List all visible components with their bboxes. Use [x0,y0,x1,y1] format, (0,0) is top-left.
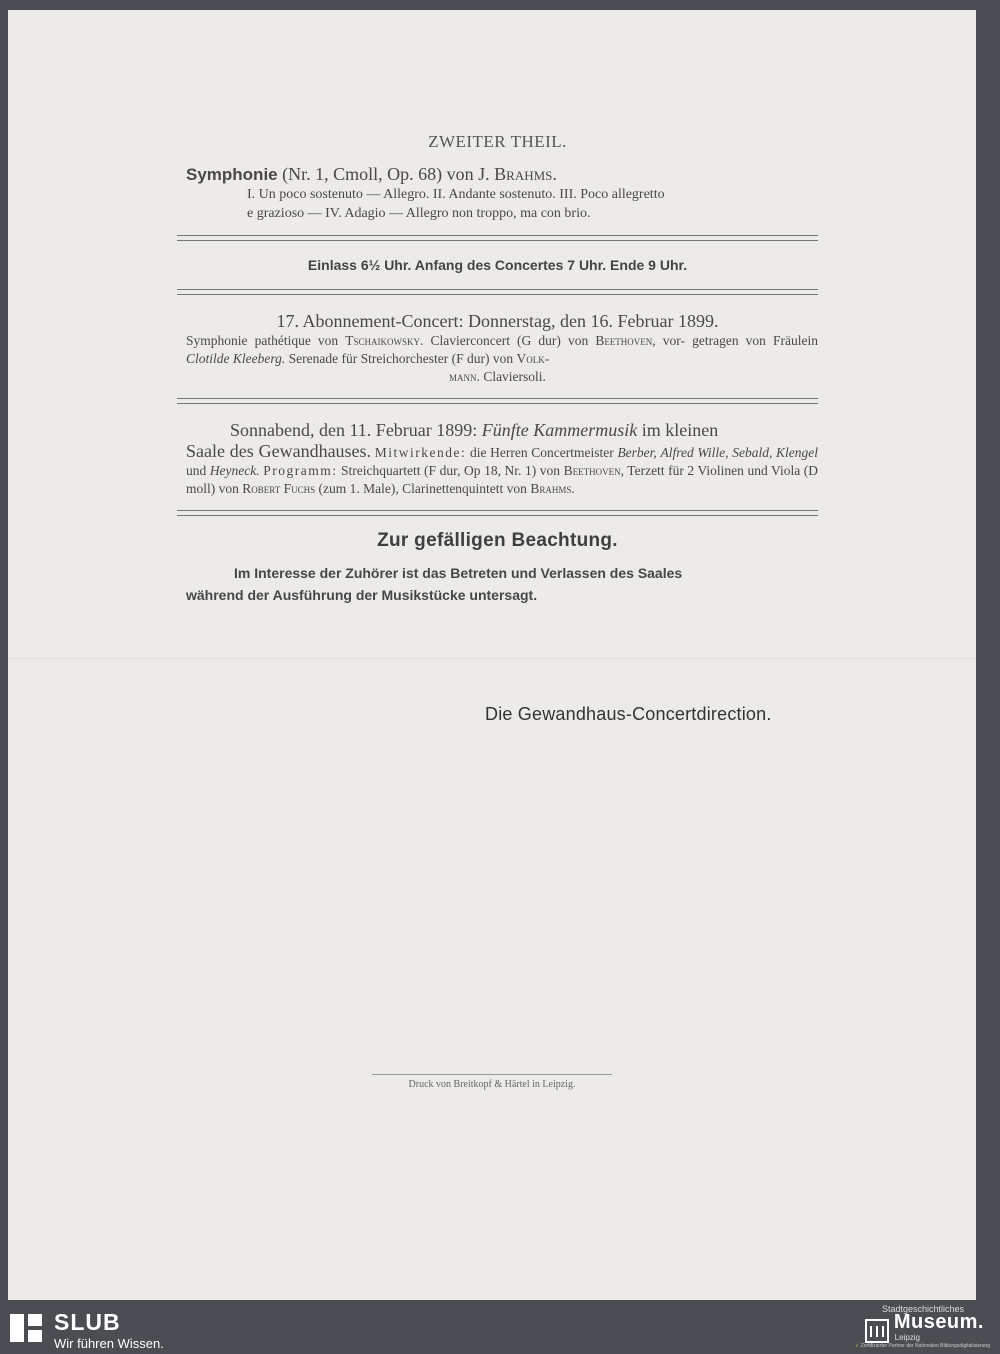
label-mitwirkende: Mitwirkende: [374,445,467,460]
composer-name: Brahms. [530,481,575,496]
text-run: im kleinen [641,420,719,440]
notice-line-2: während der Ausführung der Musikstücke untersagt. [186,587,538,603]
next-concert-heading: 17. Abonnement-Concert: Donnerstag, den 16. Februar 1899. [276,311,719,331]
performer-names: Alfred Wille, Sebald, Klengel [660,445,819,460]
text-run: getragen von Fräulein [692,333,819,348]
text-run: Sonnabend, den 11. Februar 1899: [230,420,478,440]
chamber-heading [230,420,818,441]
museum-certification [855,1343,990,1349]
composer-name: Beethoven, [563,463,624,478]
text-run: Serenade für Streichorchester (F dur) von [288,351,514,366]
soloist-name: Clotilde Kleeberg. [186,351,286,366]
text-run: Claviersoli. [483,369,546,384]
symphony-composer: Brahms. [494,164,557,184]
program-content [177,120,818,606]
text-run: Terzett für 2 Violinen und Viola (D moll) von [186,463,819,496]
double-rule [177,289,818,295]
museum-name: Museum. [893,1311,984,1333]
chamber-body [186,441,818,498]
text-run: die Herren Concertmeister [469,445,614,460]
text-run: Streichquartett (F dur, Op 18, [341,463,501,478]
signature-direction: Die Gewandhaus-Concertdirection. [485,704,772,724]
part-title: ZWEITER THEIL. [428,132,567,151]
double-rule [177,510,818,516]
text-run: (zum 1. Male), Clarinettenquintett von [318,481,527,496]
museum-subtitle: Stadtgeschichtliches [881,1304,964,1314]
performer-name: Berber, [617,445,657,460]
page-fold [8,658,976,659]
next-concert-body [186,332,818,368]
composer-name: Volk- [516,351,550,366]
museum-city: Leipzig [894,1333,920,1342]
timing-info: Einlass 6½ Uhr. Anfang des Concertes 7 Uhr. Ende 9 Uhr. [307,257,688,273]
movements-line-1: I. Un poco sostenuto — Allegro. II. Andante sostenuto. III. Poco allegretto [247,187,665,202]
symphony-details: (Nr. 1, Cmoll, Op. 68) von J. [282,164,490,184]
text-run: Clavierconcert (G dur) von [430,333,589,348]
notice-title: Zur gefälligen Beachtung. [377,530,618,551]
slub-name: SLUB [54,1309,121,1335]
slub-tagline: Wir führen Wissen. [54,1336,164,1351]
symphony-label: Symphonie [186,165,278,184]
composer-name: Beethoven, [595,333,656,348]
slub-logo-icon [8,1310,44,1346]
printer-imprint: Druck von Breitkopf & Härtel in Leipzig. [372,1074,612,1090]
label-programm: Programm: [263,463,338,478]
chamber-venue: Saale des Gewandhauses. [186,441,372,461]
symphony-heading [186,164,818,185]
symphony-movements [247,185,818,223]
museum-logo-icon [864,1318,890,1344]
certification-text: Zertifizierter Partner der Nationalen Bildungsdigitalisierung [860,1343,990,1349]
composer-name: Tschaikowsky. [345,333,424,348]
footer-bar [0,1300,1000,1354]
notice-body [186,562,818,606]
text-run: und [186,463,207,478]
notice-line-1: Im Interesse der Zuhörer ist das Betreten und Verlassen des Saales [234,565,683,581]
composer-name: Robert Fuchs [242,481,316,496]
double-rule [177,398,818,404]
performer-name: Heyneck. [209,463,260,478]
composer-name: mann. [449,369,480,384]
text-run: Nr. 1) von [504,463,561,478]
movements-line-2: e grazioso — IV. Adagio — Allegro non troppo, ma con brio. [247,206,591,221]
double-rule [177,235,818,241]
check-icon: ✓ [855,1343,860,1349]
next-concert-last-line [177,368,818,386]
text-run: vor- [662,333,686,348]
chamber-title: Fünfte Kammermusik [481,420,638,440]
text-run: Symphonie pathétique von [186,333,339,348]
